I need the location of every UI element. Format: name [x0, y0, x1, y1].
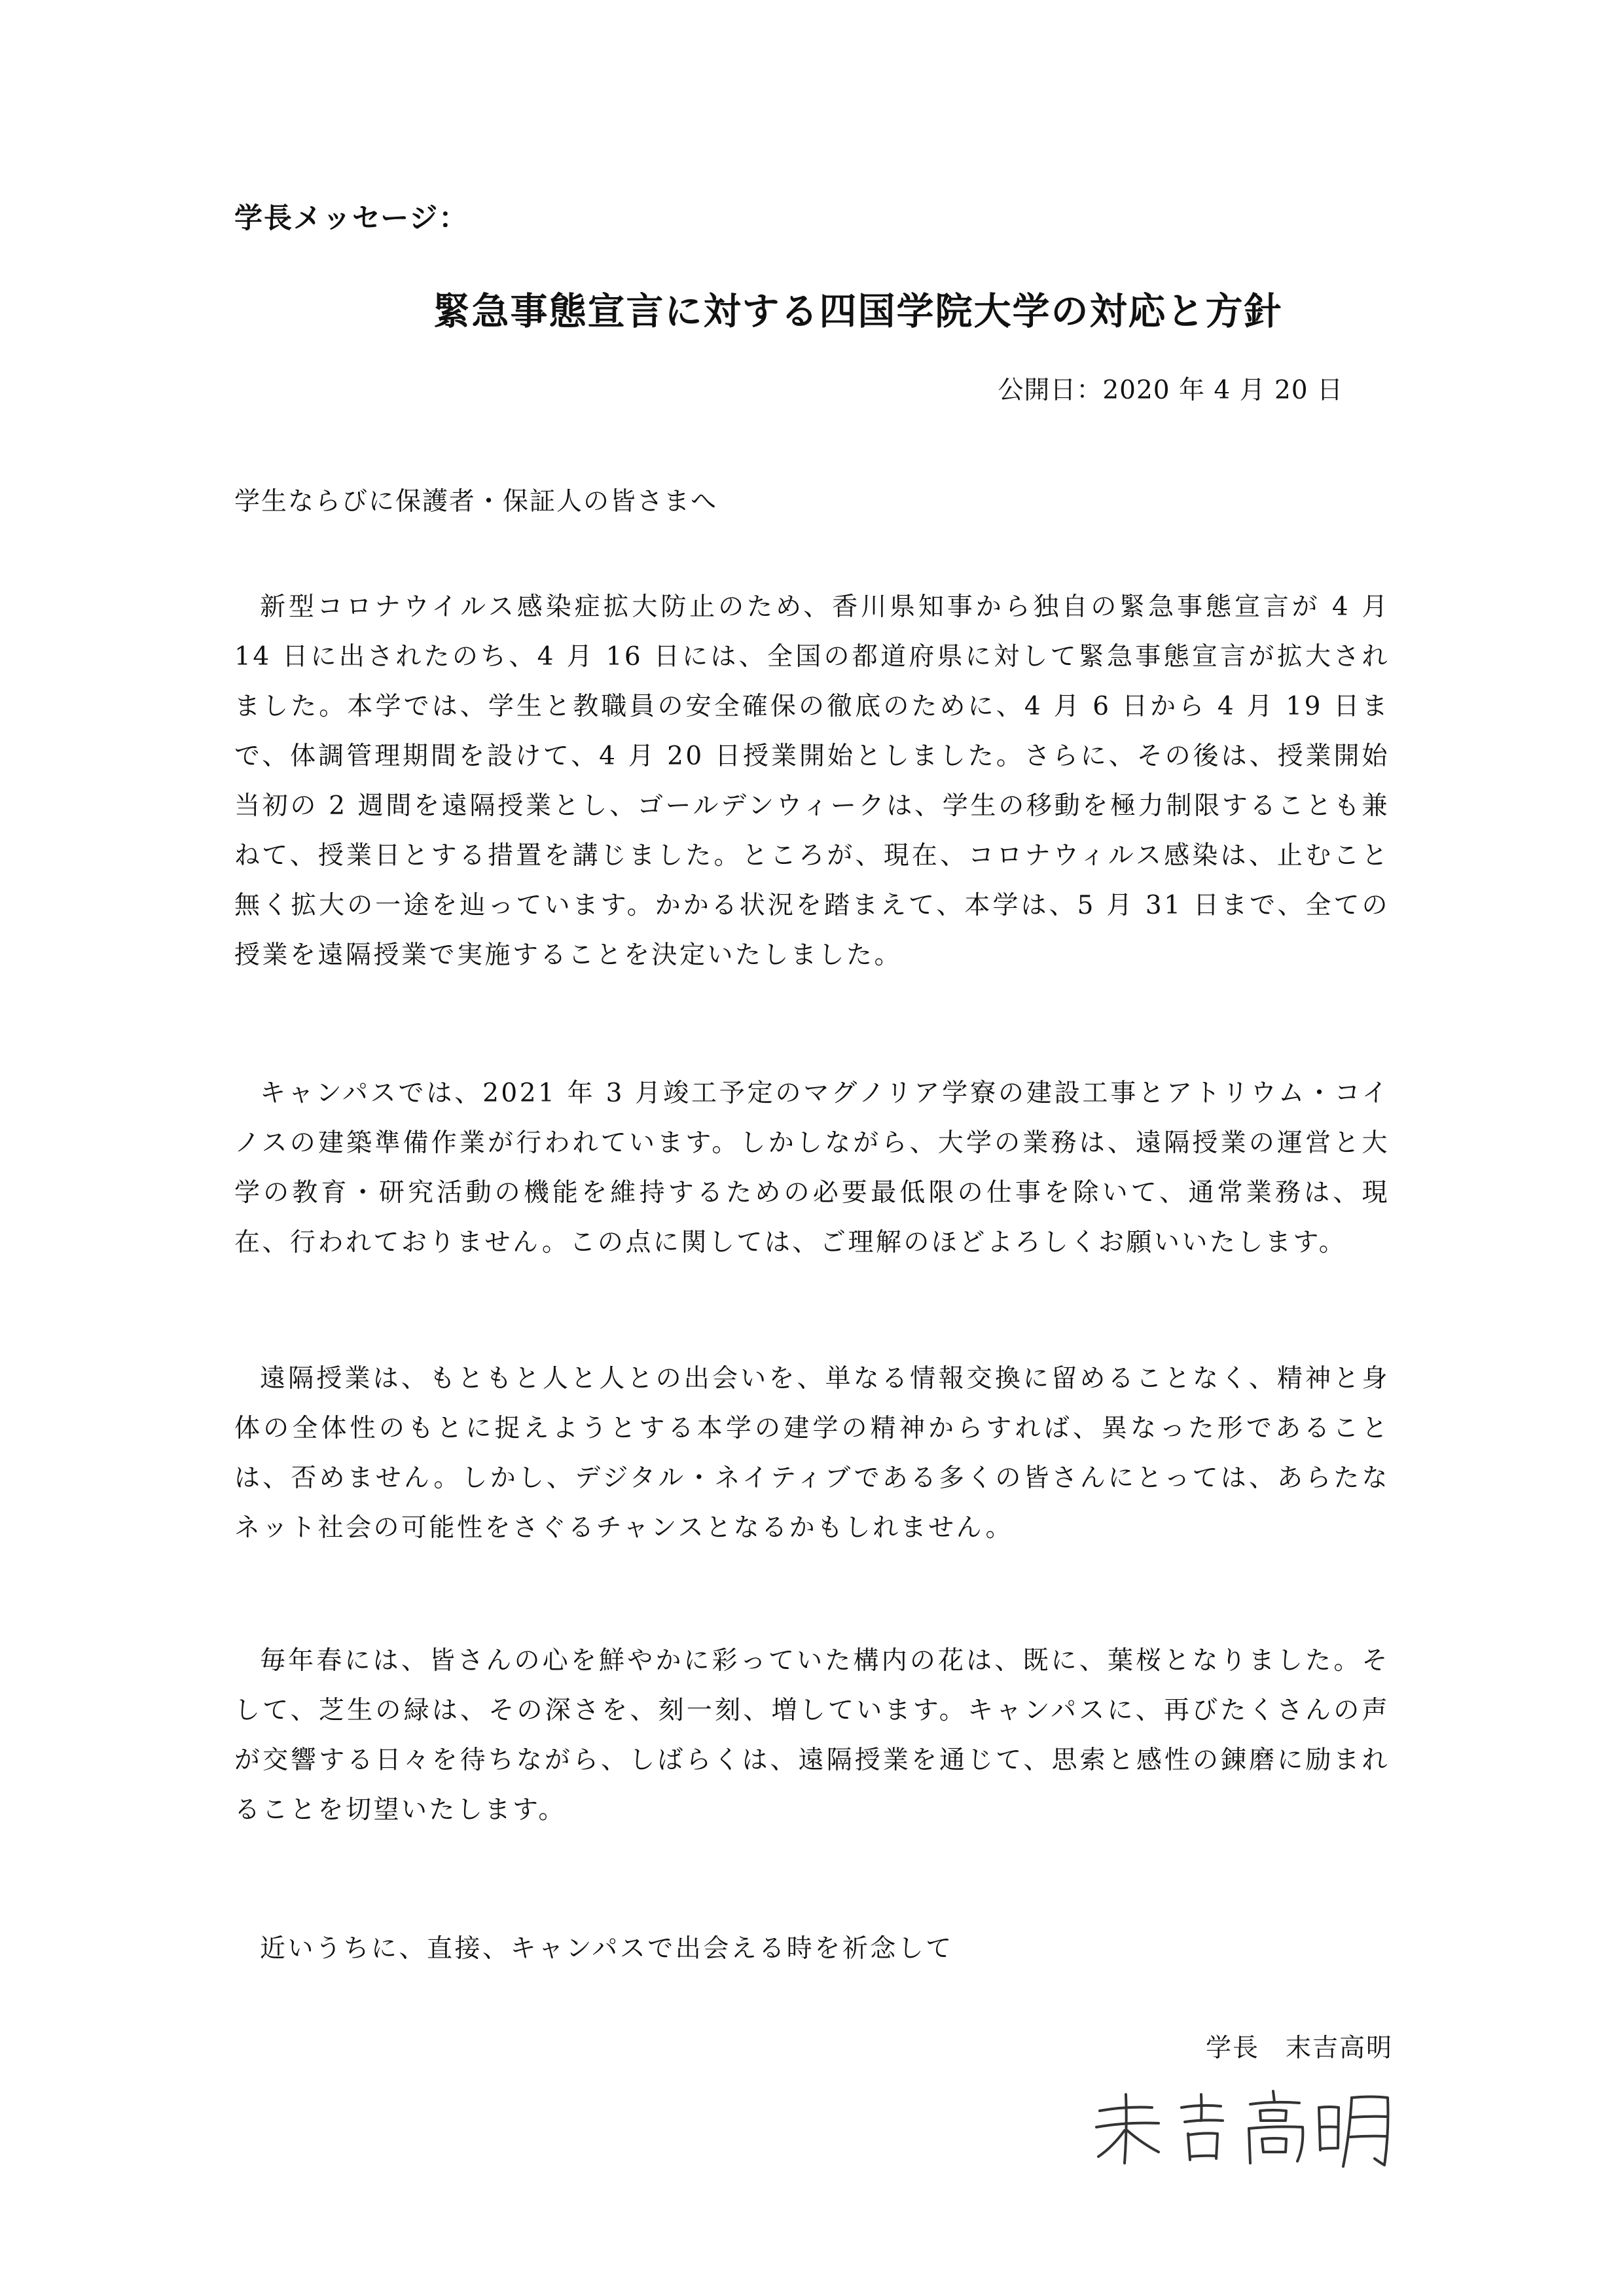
paragraph-2: キャンパスでは、2021 年 3 月竣工予定のマグノリア学寮の建設工事とアトリウム・コイノスの建築準備作業が行われています。しかしながら、大学の業務は、遠隔授業の運営と大学の教育・研究活動の機能を維持するための必要最低限の仕事を除いて、通常業務は、現在、行われておりません。この点に関しては、ご理解のほどよろしくお願いいたします。	[234, 1079, 1390, 1257]
message-label: 学長メッセージ：	[234, 202, 469, 235]
paragraph-4: 毎年春には、皆さんの心を鮮やかに彩っていた構内の花は、既に、葉桜となりました。そして、芝生の緑は、その深さを、刻一刻、増しています。キャンパスに、再びたくさんの声が交響する日々を待ちながら、しばらくは、遠隔授業を通じて、思索と感性の錬磨に励まれることを切望いたします。	[234, 1646, 1390, 1825]
paragraph-3: 遠隔授業は、もともと人と人との出会いを、単なる情報交換に留めることなく、精神と身体の全体性のもとに捉えようとする本学の建学の精神からすれば、異なった形であることは、否めません。しかし、デジタル・ネイティブである多くの皆さんにとっては、あらたなネット社会の可能性をさぐるチャンスとなるかもしれません。	[234, 1364, 1390, 1543]
signature-block	[1206, 2028, 1393, 2064]
document-title: 緊急事態宣言に対する四国学院大学の対応と方針	[433, 290, 1283, 333]
closing-line: 近いうちに、直接、キャンパスで出会える時を祈念して	[260, 1934, 954, 1964]
paragraph-1: 新型コロナウイルス感染症拡大防止のため、香川県知事から独自の緊急事態宣言が 4 月 14 日に出されたのち、4 月 16 日には、全国の都道府県に対して緊急事態宣言が拡大されました。本学では、学生と教職員の安全確保の徹底のために、4 月 6 日から 4 月 19 日まで、体調管理期間を設けて、4 月 20 日授業開始としました。さらに、その後は、授業開始当初の 2 週間を遠隔授業とし、ゴールデンウィークは、学生の移動を極力制限することも兼ねて、授業日とする措置を講じました。ところが、現在、コロナウィルス感染は、止むこと無く拡大の一途を辿っています。かかる状況を踏まえて、本学は、5 月 31 日まで、全ての授業を遠隔授業で実施することを決定いたしました。	[234, 592, 1390, 970]
publish-date: 公開日：2020 年 4 月 20 日	[998, 376, 1343, 405]
signature-position: 学長	[1205, 2034, 1259, 2063]
salutation: 学生ならびに保護者・保証人の皆さまへ	[234, 487, 718, 516]
signature-name: 末吉高明	[1285, 2034, 1393, 2063]
handwritten-signature	[1087, 2075, 1401, 2173]
